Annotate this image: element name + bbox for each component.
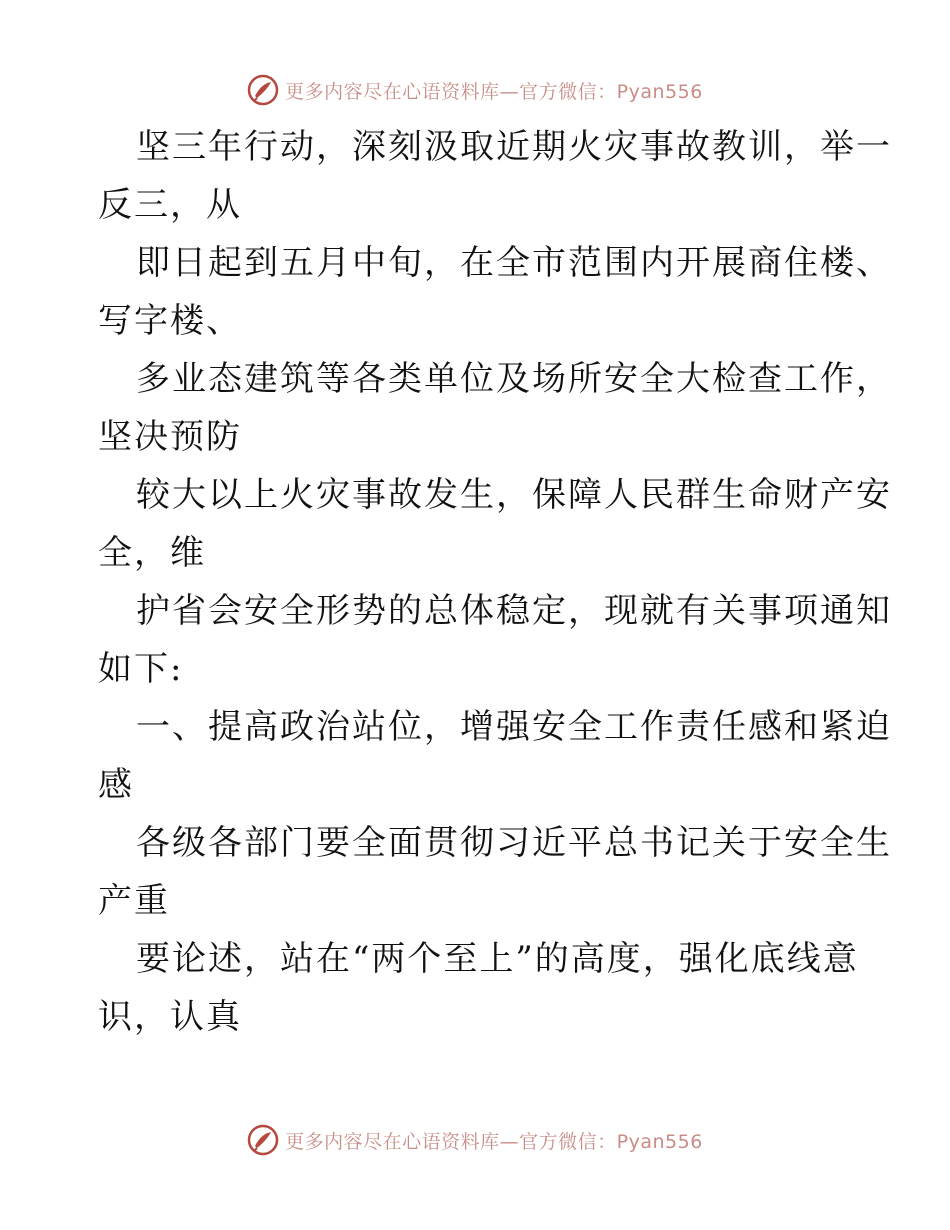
text-line: 产重: [98, 881, 170, 921]
text-line: 识，认真: [98, 997, 242, 1037]
document-body: [98, 118, 892, 1046]
pen-emblem-icon: [247, 74, 279, 106]
text-line: 坚决预防: [98, 417, 242, 457]
section-heading: 一、提高政治站位，增强安全工作责任感和紧迫: [136, 707, 892, 747]
pen-emblem-icon: [247, 1124, 279, 1156]
text-line: 护省会安全形势的总体稳定，现就有关事项通知: [136, 591, 892, 631]
text-line: 即日起到五月中旬，在全市范围内开展商住楼、: [136, 243, 892, 283]
text-line: 各级各部门要全面贯彻习近平总书记关于安全生: [136, 823, 892, 863]
text-line: 感: [98, 765, 134, 805]
watermark-header: [0, 70, 950, 110]
text-line: 全，维: [98, 533, 206, 573]
watermark-text: 更多内容尽在心语资料库—官方微信：Pyan556: [285, 1130, 703, 1153]
text-line: 坚三年行动，深刻汲取近期火灾事故教训，举一: [136, 127, 892, 167]
text-line: 多业态建筑等各类单位及场所安全大检查工作，: [136, 359, 892, 399]
text-line: 反三，从: [98, 185, 242, 225]
text-line: 如下:: [98, 649, 184, 689]
text-line: 写字楼、: [98, 301, 242, 341]
watermark-text: 更多内容尽在心语资料库—官方微信：Pyan556: [285, 80, 703, 103]
text-line: 要论述，站在“两个至上”的高度，强化底线意: [136, 939, 859, 979]
watermark-footer: [0, 1120, 950, 1160]
text-line: 较大以上火灾事故发生，保障人民群生命财产安: [136, 475, 892, 515]
